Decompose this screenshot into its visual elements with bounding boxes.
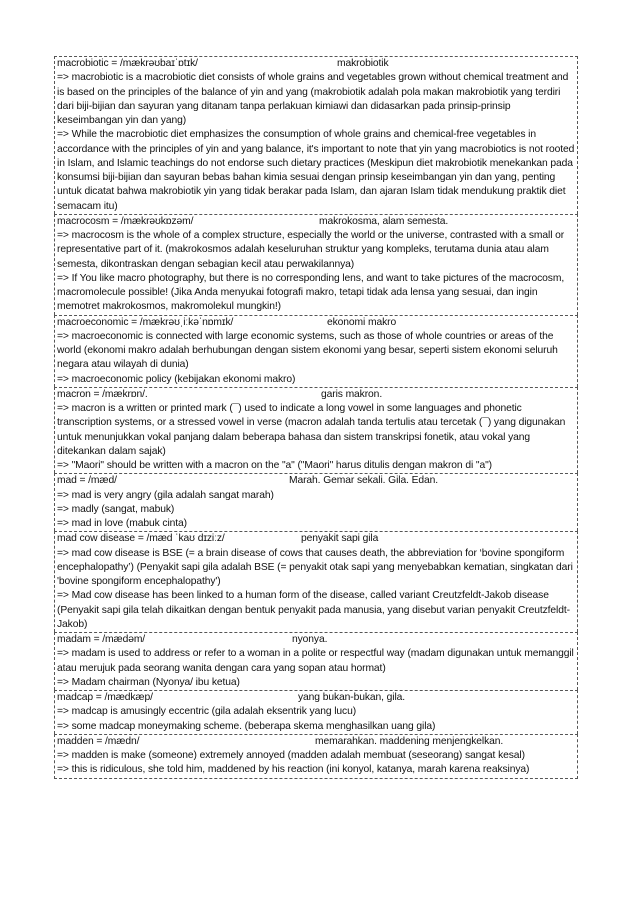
dictionary-entry bbox=[54, 56, 578, 214]
entry-meaning: makrobiotik bbox=[337, 58, 389, 69]
entry-term: macroeconomic = /mækrəʊˌiːkəˈnɒmɪk/ bbox=[57, 316, 234, 328]
entry-headword-row bbox=[57, 388, 575, 402]
entry-term: macrobiotic = /mækrəʊbaɪˈɒtɪk/ bbox=[57, 58, 198, 69]
dictionary-entry bbox=[54, 632, 578, 690]
entry-headword-row bbox=[57, 532, 575, 546]
entry-example-line: => mad is very angry (gila adalah sangat marah) bbox=[57, 489, 274, 501]
dictionary-entry bbox=[54, 734, 578, 779]
entry-example-line: => mad in love (mabuk cinta) bbox=[57, 518, 187, 529]
dictionary-entry bbox=[54, 473, 578, 531]
entry-meaning: penyakit sapi gila bbox=[301, 533, 379, 545]
entry-example-line: => macrocosm is the whole of a complex structure, especially the world or the universe, contrasted with a small or representative part of it. (makrokosmos adalah keseluruhan struktur yang kompleks, terutama dunia atau alam semesta, dikontraskan dengan sebagian kecil atau perwakilannya) bbox=[57, 230, 565, 270]
entry-term: mad = /mæd/ bbox=[57, 475, 117, 487]
entry-term: madden = /mædn/ bbox=[57, 735, 140, 747]
entry-example-line: => macrobiotic is a macrobiotic diet consists of whole grains and vegetables grown without chemical treatment and is based on the principles of the balance of yin and yang (makrobiotik adalah pola makan makrobiotik yang terdiri dari biji-bijian dan sayuran yang ditanam tanpa perlakuan kimiawi dan didasarkan pada prinsip-prinsip keseimbangan yin dan yang) bbox=[57, 72, 569, 126]
entry-headword-row bbox=[57, 735, 575, 749]
entry-meaning: ekonomi makro bbox=[327, 316, 397, 328]
entry-term: madam = /mædəm/ bbox=[57, 634, 146, 645]
entry-meaning: Marah. Gemar sekali. Gila. Edan. bbox=[289, 475, 439, 487]
dictionary-entry bbox=[54, 690, 578, 734]
entry-meaning: memarahkan. maddening menjengkelkan. bbox=[315, 735, 504, 747]
entry-example-line: => madden is make (someone) extremely annoyed (madden adalah membuat (seseorang) sangat kesal) bbox=[57, 750, 525, 761]
entry-example-line: => Madam chairman (Nyonya/ ibu ketua) bbox=[57, 676, 240, 688]
entry-term: macrocosm = /mækrəʊkɒzəm/ bbox=[57, 215, 194, 227]
entry-headword-row bbox=[57, 57, 575, 71]
entry-headword-row bbox=[57, 474, 575, 488]
entry-term: madcap = /mædkæp/ bbox=[57, 692, 153, 703]
entry-term: mad cow disease = /mæd ˈkaʊ dɪziːz/ bbox=[57, 533, 225, 545]
entry-example-line: => macron is a written or printed mark (¯) used to indicate a long vowel in some languages and phonetic transcription systems, or a stressed vowel in verse (macron adalah tanda tertulis atau tercetak (¯) yang digunakan untuk menunjukkan vokal panjang dalam beberapa bahasa dan sistem transkripsi fonetik, atau vokal yang ditekankan dalam sajak) bbox=[57, 403, 566, 457]
entry-meaning: garis makron. bbox=[321, 388, 383, 400]
entry-example-line: => madcap is amusingly eccentric (gila adalah eksentrik yang lucu) bbox=[57, 706, 357, 718]
dictionary-entry bbox=[54, 387, 578, 474]
entry-example-line: => this is ridiculous, she told him, maddened by his reaction (ini konyol, katanya, marah karena reaksinya) bbox=[57, 764, 530, 776]
entry-example-line: => macroeconomic is connected with large economic systems, such as those of whole countries or areas of the world (ekonomi makro adalah berhubungan dengan sistem ekonomi yang besar, seperti sistem ekonomi seluruh negara atau wilayah di dunia) bbox=[57, 330, 558, 371]
entry-headword-row bbox=[57, 316, 575, 330]
entry-headword-row bbox=[57, 215, 575, 229]
entry-example-line: => some madcap moneymaking scheme. (beberapa skema menghasilkan uang gila) bbox=[57, 720, 436, 732]
entry-example-line: => mad cow disease is BSE (= a brain disease of cows that causes death, the abbreviation for ‘bovine spongiform encephalopathy’) (Penyakit sapi gila adalah BSE (= penyakit otak sapi yang menyebabkan kematian, singkatan dari 'bovine spongiform encephalopathy') bbox=[57, 547, 573, 587]
entry-example-line: => madly (sangat, mabuk) bbox=[57, 503, 175, 515]
entry-example-line: => While the macrobiotic diet emphasizes the consumption of whole grains and chemical-free vegetables in accordance with the principles of yin and yang balance, it's important to note that yin yang macrobiotics is not rooted in Islam, and Islamic teachings do not endorse such dietary practices (Meskipun diet makrobiotik menekankan pada konsumsi biji-bijian dan sayuran bebas bahan kimia sesuai dengan prinsip keseimbangan yin dan yang, penting untuk dicatat bahwa makrobiotik yin yang tidak berakar pada Islam, dan ajaran Islam tidak mendukung praktik diet semacam itu) bbox=[57, 129, 575, 212]
dictionary-document bbox=[54, 56, 578, 779]
entry-example-line: => Mad cow disease has been linked to a human form of the disease, called variant Creutzfeldt-Jakob disease (Penyakit sapi gila telah dikaitkan dengan bentuk penyakit pada manusia, yang disebut varian penyakit Creutzfeldt-Jakob) bbox=[57, 590, 570, 630]
entry-headword-row bbox=[57, 633, 575, 647]
entry-example-line: => macroeconomic policy (kebijakan ekonomi makro) bbox=[57, 373, 296, 385]
entry-term: macron = /mækrɒn/. bbox=[57, 388, 148, 400]
dictionary-entry bbox=[54, 531, 578, 632]
entry-headword-row bbox=[57, 691, 575, 705]
dictionary-entry bbox=[54, 214, 578, 315]
entry-example-line: => madam is used to address or refer to a woman in a polite or respectful way (madam digunakan untuk memanggil atau merujuk pada seorang wanita dengan cara yang sopan atau hormat) bbox=[57, 648, 574, 674]
entry-meaning: makrokosma, alam semesta. bbox=[319, 215, 449, 227]
entry-meaning: nyonya. bbox=[292, 634, 328, 645]
entry-meaning: yang bukan-bukan, gila. bbox=[298, 692, 406, 703]
entry-example-line: => "Maori" should be written with a macron on the "a" ("Maori" harus ditulis dengan makron di "a") bbox=[57, 460, 492, 471]
entry-example-line: => If You like macro photography, but there is no corresponding lens, and want to take pictures of the macrocosm, macromolecule possible! (Jika Anda menyukai fotografi makro, tetapi tidak ada lensa yang sesuai, dan ingin memotret makrokosmos, makromolekul mungkin!) bbox=[57, 272, 565, 313]
dictionary-entry bbox=[54, 315, 578, 387]
